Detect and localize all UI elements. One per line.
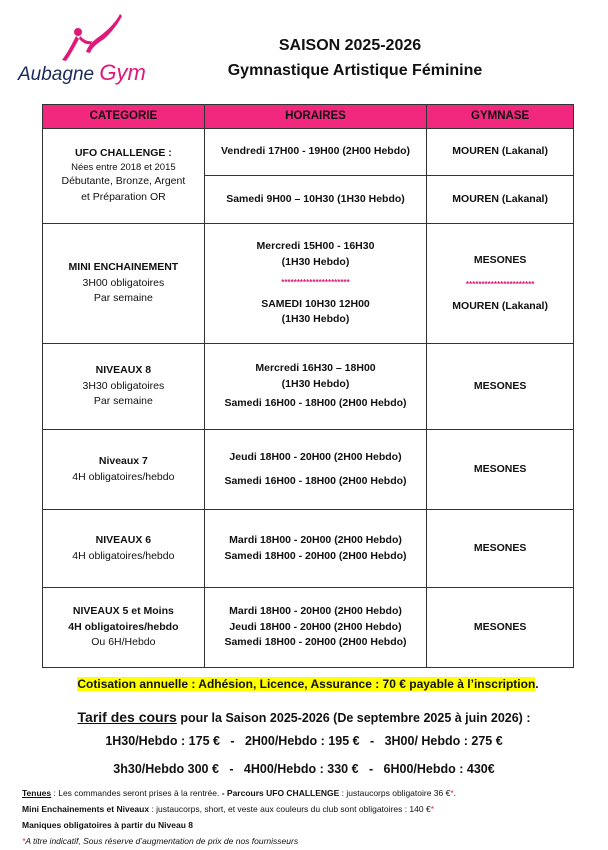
schedule-cell: [204, 588, 426, 668]
table-row-mini: [43, 224, 574, 344]
note-maniques: Maniques obligatoires à partir du Niveau 8: [22, 820, 193, 831]
price-row-1: 1H30/Hebdo : 175 € - 2H00/Hebdo : 195 € - 3H00/ Hebdo : 275 €: [105, 734, 503, 748]
page-subtitle: Gymnastique Artistique Féminine: [227, 62, 483, 79]
gym-line: MESONES: [473, 253, 527, 266]
category-name: MINI ENCHAINEMENT: [68, 260, 179, 273]
schedule-line: Mercredi 16H30 – 18H00: [255, 361, 376, 374]
category-n5: [43, 588, 205, 668]
table-row-n6: [43, 510, 574, 588]
logo-text-gym: Gym: [99, 60, 146, 85]
category-name: NIVEAUX 6: [95, 533, 152, 546]
separator-stars: **********************: [281, 277, 350, 287]
logo-text-aubagne: Aubagne: [18, 64, 95, 85]
gym-cell: MOUREN (Lakanal): [427, 176, 574, 224]
schedule-line: (1H30 Hebdo): [281, 255, 350, 268]
gym-cell: MOUREN (Lakanal): [427, 129, 574, 176]
category-detail: 3H30 obligatoires: [82, 379, 165, 392]
table-row-n8: [43, 344, 574, 430]
header-horaires: HORAIRES: [204, 105, 426, 129]
schedule-cell: [204, 344, 426, 430]
schedule-cell: Vendredi 17H00 - 19H00 (2H00 Hebdo): [204, 129, 426, 176]
table-row-ufo: [43, 129, 574, 176]
note-label: Tenues: [22, 788, 52, 798]
schedule-line: (1H30 Hebdo): [281, 377, 350, 390]
category-detail: Débutante, Bronze, Argent: [61, 175, 186, 188]
schedule-line: (1H30 Hebdo): [281, 313, 350, 326]
category-detail: 4H obligatoires/hebdo: [72, 549, 175, 562]
category-detail: 3H00 obligatoires: [82, 276, 165, 289]
cotisation-highlight: Cotisation annuelle : Adhésion, Licence, Assurance : 70 € payable à l’inscription: [77, 677, 536, 691]
schedule-line: Mercredi 15H00 - 16H30: [256, 240, 375, 252]
gymnast-icon: [58, 12, 128, 64]
note-tenues-niveaux: [22, 801, 592, 817]
category-name: NIVEAUX 8: [95, 363, 152, 376]
category-mini: [43, 224, 205, 344]
schedule-line: Samedi 18H00 - 20H00 (2H00 Hebdo): [224, 636, 407, 649]
notes: [22, 785, 592, 850]
schedule-cell: [204, 430, 426, 510]
note-text: A titre indicatif, Sous réserve d’augmentation de prix de nos fournisseurs: [25, 836, 299, 847]
header-gymnase: GYMNASE: [427, 105, 574, 129]
gym-cell: MESONES: [427, 588, 574, 668]
note-bold: Mini Enchainements et Niveaux: [22, 804, 150, 815]
gym-cell: MESONES: [427, 344, 574, 430]
schedule-line: Samedi 16H00 - 18H00 (2H00 Hebdo): [224, 474, 407, 487]
club-logo: [18, 12, 158, 92]
asterisk-mark: *: [450, 788, 454, 798]
schedule-line: Mardi 18H00 - 20H00 (2H00 Hebdo): [229, 533, 402, 546]
price-row-2: 3h30/Hebdo 300 € - 4H00/Hebdo : 330 € - 6H00/Hebdo : 430€: [113, 762, 495, 776]
tarif-heading: [0, 709, 608, 725]
schedule-line: Mardi 18H00 - 20H00 (2H00 Hebdo): [229, 604, 402, 617]
schedule-cell: [204, 224, 426, 344]
gym-cell: MESONES: [427, 430, 574, 510]
schedule-line: Jeudi 18H00 - 20H00 (2H00 Hebdo): [229, 620, 402, 633]
category-detail: Par semaine: [93, 292, 153, 305]
category-n6: [43, 510, 205, 588]
schedule-line: Samedi 18H00 - 20H00 (2H00 Hebdo): [224, 549, 407, 562]
category-detail: Par semaine: [93, 395, 153, 408]
category-n7: [43, 430, 205, 510]
note-text: : Les commandes seront prises à la rentrée.: [51, 788, 222, 798]
schedule-line: SAMEDI 10H30 12H00: [261, 297, 370, 310]
schedule-table: [42, 104, 574, 668]
category-n8: [43, 344, 205, 430]
note-bold: - Parcours UFO CHALLENGE: [221, 788, 340, 798]
asterisk-mark: *: [430, 804, 434, 815]
category-name: UFO CHALLENGE :: [74, 147, 172, 160]
tarif-rest: pour la Saison 2025-2026 (De septembre 2025 à juin 2026) :: [176, 711, 531, 725]
note-text: : justaucorps, short, et veste aux couleurs du club sont obligatoires : 140 €: [149, 804, 431, 815]
schedule-line: Jeudi 18H00 - 20H00 (2H00 Hebdo): [229, 450, 402, 463]
schedule-line: Samedi 16H00 - 18H00 (2H00 Hebdo): [224, 397, 407, 410]
note-text: : justaucorps obligatoire 36 €: [339, 788, 451, 798]
gym-cell: MESONES: [427, 510, 574, 588]
asterisk-mark: *: [22, 836, 26, 847]
tarif-label: Tarif des cours: [77, 709, 177, 725]
category-detail: 4H obligatoires/hebdo: [68, 620, 179, 633]
cotisation-dot: .: [535, 677, 539, 691]
category-name: NIVEAUX 5 et Moins: [72, 604, 174, 617]
schedule-cell: [204, 510, 426, 588]
note-text: .: [453, 788, 457, 798]
gym-line: MOUREN (Lakanal): [452, 299, 548, 312]
category-name: Niveaux 7: [98, 454, 148, 467]
category-ufo: [43, 129, 205, 224]
category-detail: Ou 6H/Hebdo: [91, 636, 156, 649]
separator-stars: **********************: [465, 279, 535, 289]
page-title: SAISON 2025-2026: [278, 37, 422, 54]
category-detail: et Préparation OR: [81, 191, 166, 204]
category-detail: 4H obligatoires/hebdo: [72, 470, 175, 483]
table-row-n7: [43, 430, 574, 510]
gym-cell: [427, 224, 574, 344]
category-detail: Nées entre 2018 et 2015: [71, 161, 176, 173]
table-header-row: [43, 105, 574, 129]
note-tenues: [22, 785, 592, 801]
header-categorie: CATEGORIE: [43, 105, 205, 129]
note-indicatif: [22, 833, 592, 849]
table-row-n5: [43, 588, 574, 668]
schedule-cell: Samedi 9H00 – 10H30 (1H30 Hebdo): [204, 176, 426, 224]
cotisation-line: [42, 677, 574, 691]
